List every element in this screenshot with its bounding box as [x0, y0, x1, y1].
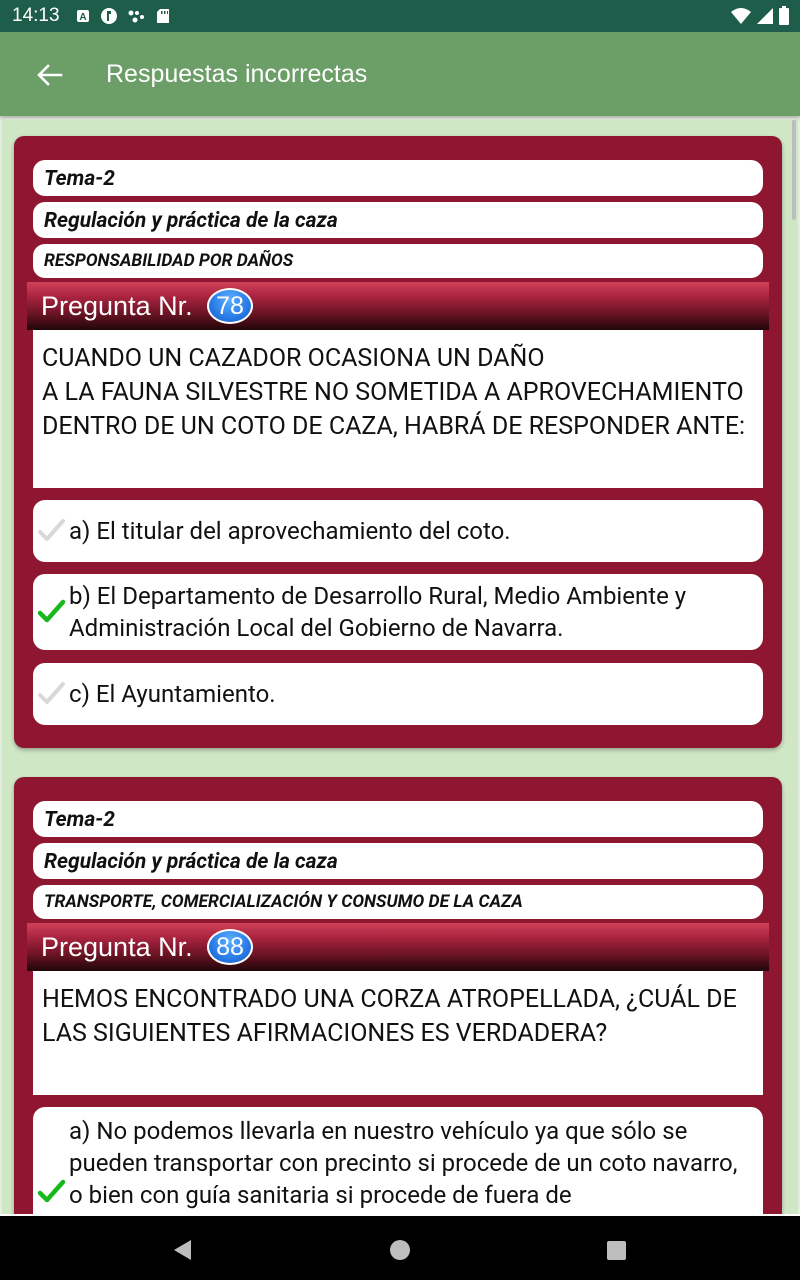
- back-arrow-icon[interactable]: [34, 60, 64, 90]
- system-icons: [730, 6, 790, 26]
- svg-text:A: A: [79, 12, 87, 23]
- answer-text: b) El Departamento de Desarrollo Rural, Medio Ambiente y Administración Local del Gobierno de Navarra.: [69, 582, 687, 642]
- nav-recents-icon[interactable]: [603, 1236, 631, 1264]
- battery-icon: [778, 6, 790, 26]
- dots-icon: [128, 9, 146, 23]
- answers-list[interactable]: [0, 116, 800, 1214]
- notification-icons: [76, 7, 170, 25]
- subtopic-label: TRANSPORTE, COMERCIALIZACIÓN Y CONSUMO DE LA CAZA: [33, 885, 763, 919]
- check-icon-inactive: [36, 679, 66, 709]
- topic-label: Tema-2: [33, 801, 763, 837]
- answer-option-correct[interactable]: [33, 574, 763, 650]
- scrollbar[interactable]: [792, 120, 796, 220]
- app-notification-icon: [76, 9, 90, 23]
- page-title: Respuestas incorrectas: [106, 60, 368, 88]
- answer-text: a) El titular del aprovechamiento del coto.: [69, 517, 511, 545]
- category-label: Regulación y práctica de la caza: [33, 202, 763, 238]
- question-card: [14, 777, 782, 1214]
- question-card: [14, 136, 782, 748]
- app-circle-icon: [100, 7, 118, 25]
- sd-card-icon: [156, 8, 170, 24]
- status-time: 14:13: [12, 5, 60, 26]
- question-number-badge: 78: [207, 288, 253, 324]
- nav-home-icon[interactable]: [386, 1236, 414, 1264]
- category-label: Regulación y práctica de la caza: [33, 843, 763, 879]
- check-icon-correct: [36, 1177, 66, 1207]
- check-icon-inactive: [36, 516, 66, 546]
- answer-option-correct[interactable]: [33, 1107, 763, 1214]
- navigation-bar: [0, 1216, 800, 1280]
- status-bar: [0, 0, 800, 32]
- question-label: Pregunta Nr.: [41, 932, 193, 962]
- question-header: [27, 282, 769, 330]
- question-label: Pregunta Nr.: [41, 291, 193, 321]
- question-number-badge: 88: [207, 929, 253, 965]
- answer-text: a) No podemos llevarla en nuestro vehículo ya que sólo se pueden transportar con precinto si procede de un coto navarro, o bien con guía sanitaria si procede de fuera de: [69, 1117, 738, 1209]
- app-bar: [0, 32, 800, 116]
- subtopic-label: RESPONSABILIDAD POR DAÑOS: [33, 244, 763, 278]
- answer-option[interactable]: [33, 663, 763, 725]
- nav-back-icon[interactable]: [169, 1236, 197, 1264]
- signal-icon: [756, 7, 774, 25]
- question-text: CUANDO UN CAZADOR OCASIONA UN DAÑO A LA FAUNA SILVESTRE NO SOMETIDA A APROVECHAMIENTO DENTRO DE UN COTO DE CAZA, HABRÁ DE RESPONDER ANTE:: [33, 330, 763, 488]
- answer-option[interactable]: [33, 500, 763, 562]
- wifi-icon: [730, 7, 752, 25]
- topic-label: Tema-2: [33, 160, 763, 196]
- answer-text: c) El Ayuntamiento.: [69, 680, 276, 708]
- question-text: HEMOS ENCONTRADO UNA CORZA ATROPELLADA, ¿CUÁL DE LAS SIGUIENTES AFIRMACIONES ES VERDADERA?: [33, 971, 763, 1095]
- check-icon-correct: [36, 597, 66, 627]
- question-header: [27, 923, 769, 971]
